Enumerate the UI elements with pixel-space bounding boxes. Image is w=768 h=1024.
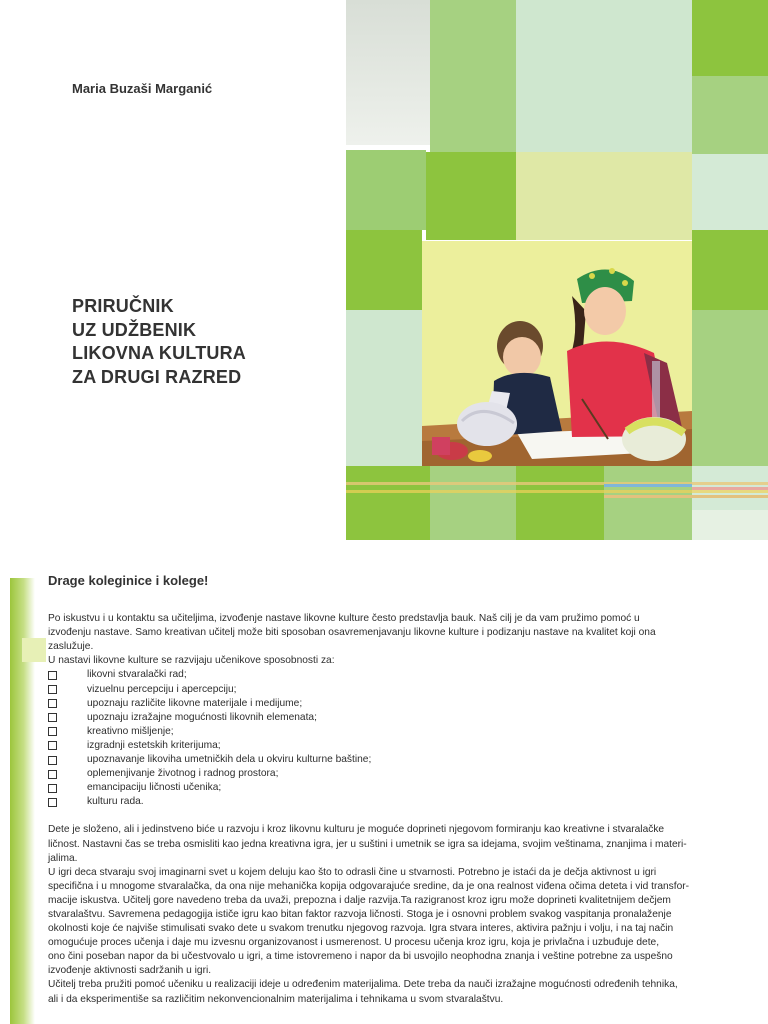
color-stripe [692, 487, 768, 490]
mosaic-tile [426, 152, 516, 240]
checkbox-bullet-icon [48, 756, 57, 765]
text-line: macije iskustva. Učitelj gore navedeno treba da uvaži, prepozna i dalje razvija.Ta razigranost kroz igru može doprineti kvalitetnijem dečjem [48, 894, 671, 906]
list-item: vizuelnu percepciju i apercepciju; [48, 683, 738, 697]
mosaic-tile [516, 466, 604, 540]
list-item: likovni stvaralački rad; [48, 668, 738, 682]
checkbox-bullet-icon [48, 770, 57, 779]
author-name: Maria Buzaši Marganić [72, 81, 213, 96]
text-line: specifična i u mnogome stvaralačka, da ona nije mehanička kopija odgovarajuće sredine, da je ona realnost viđena očima deteta i vid transfor- [48, 880, 690, 892]
list-item: kulturu rada. [48, 795, 738, 809]
text-line: ono čini poseban napor da bi učestvovalo u igri, a time istovremeno i napor da bi usvojilo neophodna znanja i veštine potrebne za uspešno [48, 951, 673, 963]
text-line: stvaralaštvu. Savremena pedagogija ističe igru kao bitan faktor razvoja ličnosti. Stoga je i osnovni problem svakog vaspitanja pronalaženje [48, 908, 672, 920]
closing-paragraph [48, 823, 738, 1006]
mosaic-tile [346, 150, 426, 230]
children-photo [422, 241, 692, 466]
list-item: kreativno mišljenje; [48, 725, 738, 739]
text-line: okolnosti koje će najviše stimulisati svako dete u svakom trenutku njegovog razvoja. Igra stvara interes, aktivira pažnju i volju, i na taj način [48, 923, 674, 935]
text-line: zaslužuje. [48, 641, 94, 653]
text-line: U nastavi likovne kulture se razvijaju učenikove sposobnosti za: [48, 655, 335, 667]
list-item: upoznavanje likoviha umetničkih dela u okviru kulturne baštine; [48, 753, 738, 767]
mosaic-tile [692, 0, 768, 76]
text-line: omogućuje proces učenja i daje mu izvesnu organizovanost i usmerenost. U procesu učenja kroz igru, koja je privlačna i uzbuđuje dete, [48, 937, 660, 949]
color-stripe [604, 495, 768, 498]
text-line: Po iskustvu i u kontaktu sa učiteljima, izvođenje nastave likovne kulture često predstavlja bauk. Naš cilj je da vam pružimo pomoć u [48, 613, 640, 625]
color-stripe [346, 482, 768, 485]
title-line: UZ UDŽBENIK [72, 319, 197, 340]
mosaic-tile [346, 310, 422, 466]
checkbox-bullet-icon [48, 741, 57, 750]
letter-heading: Drage koleginice i kolege! [48, 573, 209, 588]
letter-body [48, 574, 738, 1007]
color-stripe [346, 490, 768, 493]
accent-square [22, 638, 46, 662]
text-line: jalima. [48, 852, 78, 864]
mosaic-tile [516, 152, 692, 240]
color-stripe [604, 484, 692, 487]
list-item: emancipaciju ličnosti učenika; [48, 781, 738, 795]
checkbox-bullet-icon [48, 727, 57, 736]
checkbox-bullet-icon [48, 685, 57, 694]
book-title [72, 295, 246, 389]
mosaic-tile [692, 154, 768, 230]
mosaic-tile [692, 310, 768, 466]
checkbox-bullet-icon [48, 713, 57, 722]
text-line: Učitelj treba pružiti pomoć učeniku u realizaciji ideje u određenim materijalima. Dete treba da nauči izražajne mogućnosti određenih tehnika, [48, 979, 678, 991]
mosaic-tile [692, 230, 768, 310]
list-item: upoznaju izražajne mogućnosti likovnih elemenata; [48, 711, 738, 725]
checkbox-bullet-icon [48, 784, 57, 793]
text-line: U igri deca stvaraju svoj imaginarni svet u kojem deluju kao što to odrasli čine u stvarnosti. Potrebno je istaći da je dečja aktivnost u igri [48, 866, 657, 878]
text-line: Dete je složeno, ali i jedinstveno biće u razvoju i kroz likovnu kulturu je moguće doprineti njegovom formiranju kao kreativne i stvaralačke [48, 824, 665, 836]
title-line: LIKOVNA KULTURA [72, 343, 246, 363]
mosaic-tile [430, 466, 516, 540]
goals-list [48, 668, 738, 809]
mosaic-tile [692, 76, 768, 154]
title-line: PRIRUČNIK [72, 296, 174, 316]
checkbox-bullet-icon [48, 699, 57, 708]
mosaic-tile [346, 466, 430, 540]
text-line: izvođenju nastave. Samo kreativan učitelj može biti sposoban osavremenjavanju likovne kulture i podizanju nastave na kvalitet koji ona [48, 627, 656, 639]
checkbox-bullet-icon [48, 671, 57, 680]
list-item: upoznaju različite likovne materijale i medijume; [48, 697, 738, 711]
side-accent-bar [10, 578, 35, 1024]
intro-paragraph [48, 612, 738, 668]
mosaic-tile [430, 0, 516, 152]
text-line: ali i da eksperimentiše sa različitim nekonvencionalnim materijalima i tehnikama u svom stvaralaštvu. [48, 993, 504, 1005]
list-item: oplemenjivanje životnog i radnog prostora; [48, 767, 738, 781]
mosaic-tile [604, 466, 692, 540]
mosaic-tile [692, 510, 768, 540]
mosaic-tile [346, 230, 422, 310]
list-item: izgradnji estetskih kriterijuma; [48, 739, 738, 753]
checkbox-bullet-icon [48, 798, 57, 807]
text-line: izvođenje aktivnosti sadržanih u igri. [48, 965, 212, 977]
mosaic-tile [516, 0, 692, 152]
text-line: ličnost. Nastavni čas se treba osmisliti kao jedna kreativna igra, jer u suštini i umetnik se igra sa idejama, svojim veštinama, znanjima i materi- [48, 838, 687, 850]
title-line: ZA DRUGI RAZRED [72, 366, 242, 387]
mosaic-tile [346, 0, 430, 145]
